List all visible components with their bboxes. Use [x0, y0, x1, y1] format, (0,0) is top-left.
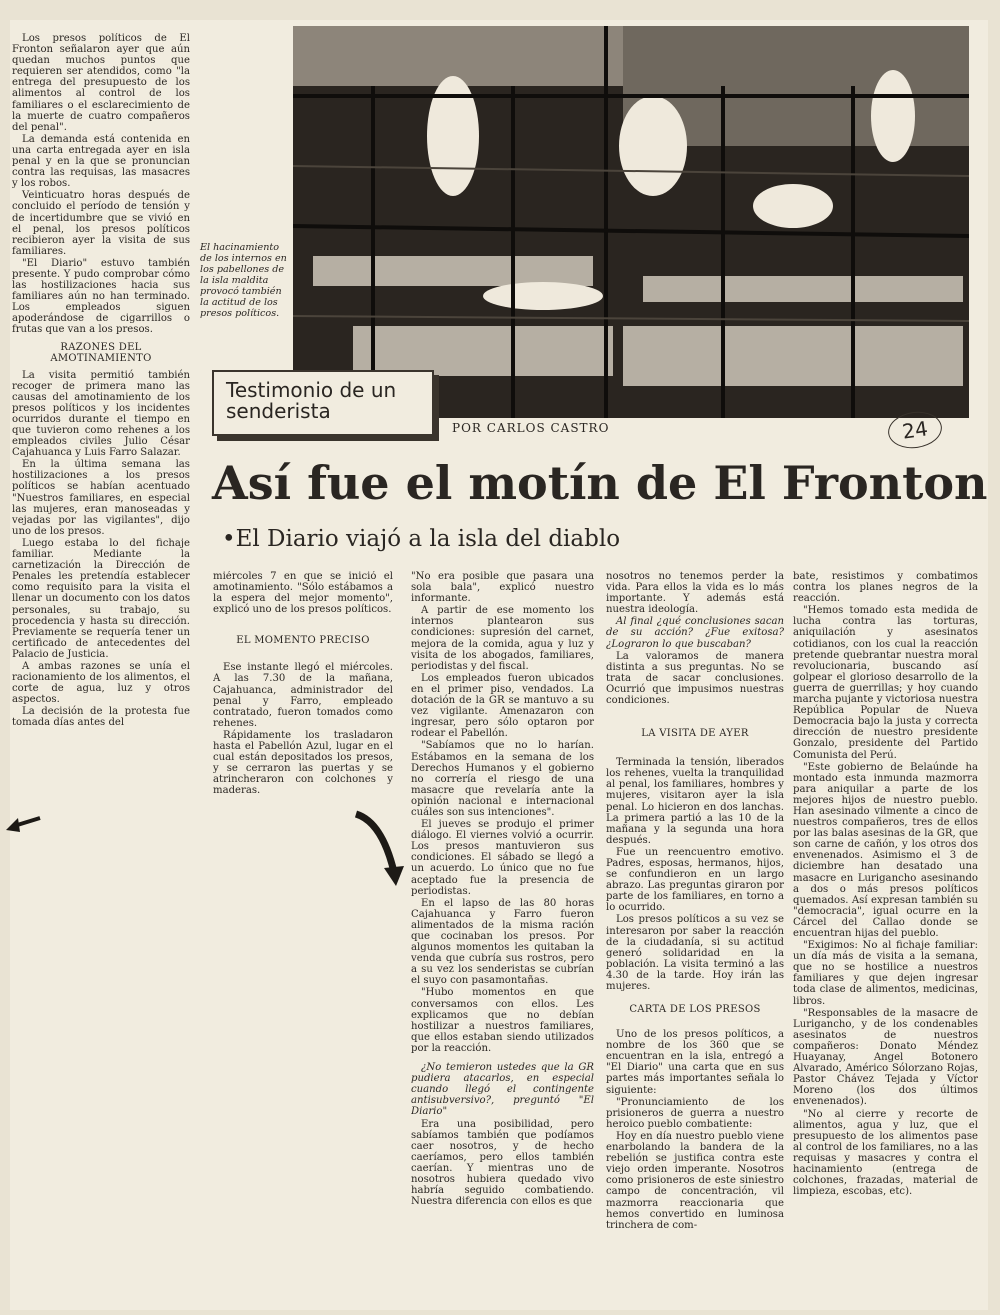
section-heading: CARTA DE LOS PRESOS: [629, 1004, 761, 1016]
section-heading: RAZONES DEL AMOTINAMIENTO: [50, 341, 152, 364]
paragraph: Los presos políticos a su vez se interesaron por saber la reacción de la ciudadanía, si su actitud generó solidaridad en la población. La visita terminó a las 4.30 de la tarde. Hoy irán las mujeres.: [606, 914, 784, 992]
subheadline: •El Diario viajó a la isla del diablo: [222, 526, 621, 552]
paragraph: "Hubo momentos en que conversamos con ellos. Les explicamos que no debían hostilizar a nuestros familiares, que ellos estaban siendo utilizados por la reacción.: [411, 987, 594, 1054]
paragraph: La visita permitió también recoger de primera mano las causas del amotinamiento de los presos políticos y los incidentes ocurridos durante el tiempo en que tuvieron como rehenes a los empleados civiles Julio César Cajahuanca y Luis Farro Salazar.: [12, 369, 190, 459]
paragraph: A partir de ese momento los internos plantearon sus condiciones: supresión del carnet, mejora de la comida, agua y luz y visita de los abogados, familiares, periodistas y del fiscal.: [411, 605, 594, 672]
interview-question: ¿No temieron ustedes que la GR pudiera atacarlos, en especial cuando llegó el contingente antisubversivo?, preguntó "El Diario": [411, 1062, 594, 1118]
paragraph: "Hemos tomado esta medida de lucha contra las torturas, aniquilación y asesinatos cotidianos, con los cual la reacción pretende quebrantar nuestra moral revolucionaria, buscando así golpear el glorioso desarrollo de la guerra de guerrillas; y hoy cuando marcha pujante y victoriosa nuestra República Popular de Nueva Democracia bajo la justa y correcta dirección de nuestro presidente Gonzalo, presidente del Partido Comunista del Perú.: [793, 605, 978, 761]
paragraph: miércoles 7 en que se inició el amotinamiento. "Sólo estábamos a la espera del mejor momento", explicó uno de los presos políticos.: [213, 571, 393, 616]
paragraph: Veinticuatro horas después de concluido el período de tensión y de incertidumbre que se vivió en el penal, los presos políticos recibieron ayer la visita de sus familiares.: [12, 190, 190, 257]
paragraph: La decisión de la protesta fue tomada días antes del: [12, 706, 190, 729]
paragraph: Los presos políticos de El Fronton señalaron ayer que aún quedan muchos puntos que requieren ser atendidos, como "la entrega del presupuesto de los alimentos al control de los familiares o el esclarecimiento de la muerte de cuatro compañeros del penal".: [12, 33, 190, 133]
article-column-3: [411, 571, 594, 1283]
paragraph: Hoy en día nuestro pueblo viene enarbolando la bandera de la rebelión se justifica contra este viejo orden imperante. Nosotros como prisioneros de este siniestro campo de concentración, vil mazmorra reaccionaria que hemos convertido en luminosa trinchera de com-: [606, 1130, 784, 1231]
byline: POR CARLOS CASTRO: [452, 421, 610, 435]
paragraph: Uno de los presos políticos, a nombre de los 360 que se encuentran en la isla, entregó a "El Diario" una carta que en sus partes más importantes señala lo siguiente:: [606, 1029, 784, 1096]
paragraph: "Pronunciamiento de los prisioneros de guerra a nuestro heroico pueblo combatiente:: [606, 1096, 784, 1130]
paragraph: Los empleados fueron ubicados en el primer piso, vendados. La dotación de la GR se mantuvo a su vez vigilante. Amenazaron con ingresar, pero sólo optaron por rodear el Pabellón.: [411, 672, 594, 740]
paragraph: nosotros no tenemos perder la vida. Para ellos la vida es lo más importante. Y además está nuestra ideología.: [606, 571, 784, 616]
handwritten-page-mark: 24: [886, 408, 944, 451]
photo-caption: El hacinamiento de los internos en los pabellones de la isla maldita provocó también la actitud de los presos políticos.: [200, 242, 287, 319]
article-column-2: [213, 571, 393, 831]
paragraph: "Exigimos: No al fichaje familiar: un día más de visita a la semana, que no se hostilice a nuestros familiares y que dejen ingresar toda clase de alimentos, medicinas, libros.: [793, 940, 978, 1007]
article-column-1: [12, 33, 190, 828]
paragraph: En el lapso de las 80 horas Cajahuanca y Farro fueron alimentados de la misma ración que cocinaban los presos. Por algunos momentos les quitaban la venda que cubría sus rostros, pero a su vez los senderistas se cubrían el suyo con pasamontañas.: [411, 897, 594, 987]
paragraph: Fue un reencuentro emotivo. Padres, esposas, hermanos, hijos, se confundieron en un largo abrazo. Las preguntas giraron por parte de los familiares, en torno a lo ocurrido.: [606, 846, 784, 914]
paragraph: A ambas razones se unía el racionamiento de los alimentos, el corte de agua, luz y otros aspectos.: [12, 660, 190, 706]
kicker-box: Testimonio de un senderista: [212, 370, 434, 436]
continuation-arrow-icon: [4, 806, 44, 836]
paragraph: "No al cierre y recorte de alimentos, agua y luz, que el presupuesto de los alimentos pase al control de los familiares, no a las requisas y masacres y contra el hacinamiento (entrega de colchones, frazadas, material de limpieza, escobas, etc).: [793, 1108, 978, 1198]
paragraph: En la última semana las hostilizaciones a los presos políticos se habían acentuado "Nuestros familiares, en especial las mujeres, eran manoseadas y vejadas por las vigilantes", dijo uno de los presos.: [12, 459, 190, 537]
paragraph: Ese instante llegó el miércoles. A las 7.30 de la mañana, Cajahuanca, administrador del penal y Farro, empleado contratado, fueron tomados como rehenes.: [213, 662, 393, 729]
paragraph: bate, resistimos y combatimos contra los planes negros de la reacción.: [793, 571, 978, 605]
paragraph: El jueves se produjo el primer diálogo. El viernes volvió a ocurrir. Los presos mantuvieron sus condiciones. El sábado se llegó a un acuerdo. Lo único que no fue aceptado fue la presencia de periodistas.: [411, 819, 594, 897]
paragraph: "El Diario" estuvo también presente. Y pudo comprobar cómo las hostilizaciones hacia sus familiares aún no han terminado. Los empleados siguen apoderándose de cigarrillos o frutas que van a los presos.: [12, 257, 190, 336]
article-column-5: [793, 571, 978, 1283]
continuation-arrow-icon: [352, 808, 412, 888]
headline: Así fue el motín de El Fronton: [212, 456, 988, 510]
paragraph: La demanda está contenida en una carta entregada ayer en isla penal y en la que se pronuncian contra las requisas, las masacres y los robos.: [12, 133, 190, 190]
paragraph: La valoramos de manera distinta a sus preguntas. No se trata de sacar conclusiones. Ocurrió que impusimos nuestras condiciones.: [606, 650, 784, 707]
paragraph: "No era posible que pasara una sola bala", explicó nuestro informante.: [411, 571, 594, 605]
paragraph: Era una posibilidad, pero sabíamos también que podíamos caer nosotros, y de hecho caeríamos, pero ellos también caerían. Y mientras uno de nosotros hubiera quedado vivo habría seguido combatiendo. Nuestra diferencia con ellos es que: [411, 1118, 594, 1208]
paragraph: "Sabíamos que no lo harían. Estábamos en la semana de los Derechos Humanos y el gobierno no correría el riesgo de una masacre que revelaría ante la opinión nacional e internacional cuáles son sus intenciones".: [411, 740, 594, 818]
paragraph: Luego estaba lo del fichaje familiar. Mediante la carnetización la Dirección de Penales les pretendía establecer como requisito para la visita el llenar un documento con los datos personales, su trabajo, su procedencia y hasta su dirección. Previamente se requería tener un certificado de antecedentes del Palacio de Justicia.: [12, 537, 190, 660]
article-column-4: [606, 571, 784, 1283]
paragraph: "Este gobierno de Belaúnde ha montado esta inmunda mazmorra para aniquilar a parte de los mejores hijos de nuestro pueblo. Han asesinado vilmente a cinco de nuestros compañeros, tres de ellos por las balas asesinas de la GR, que son carne de cañón, y los otros dos envenenados. Asimismo el 3 de diciembre han desatado una masacre en Lurigancho asesinando a dos o más presos políticos quemados. Así expresan también su "democracia", igual ocurre en la Cárcel del Callao donde se encuentran hijas del pueblo.: [793, 761, 978, 939]
paragraph: Terminada la tensión, liberados los rehenes, vuelta la tranquilidad al penal, los familiares, hombres y mujeres, visitaron ayer la isla penal. Lo hicieron en dos lanchas. La primera partió a las 10 de la mañana y la segunda una hora después.: [606, 757, 784, 846]
paragraph: Rápidamente los trasladaron hasta el Pabellón Azul, lugar en el cual están depositados los presos, y se cerraron las puertas y se atrincheraron con colchones y maderas.: [213, 729, 393, 797]
interview-question: Al final ¿qué conclusiones sacan de su acción? ¿Fue exitosa? ¿Lograron lo que buscaban?: [606, 616, 784, 650]
section-heading: EL MOMENTO PRECISO: [236, 635, 370, 647]
paragraph: "Responsables de la masacre de Lurigancho, y de los condenables asesinatos de nuestros compañeros: Donato Méndez Huayanay, Angel Botonero Alvarado, Américo Sólorzano Rojas, Pastor Chávez Tejada y Víctor Moreno (los dos últimos envenenados).: [793, 1007, 978, 1108]
prison-photo: [293, 26, 969, 418]
section-heading: LA VISITA DE AYER: [641, 728, 749, 740]
prison-interior-image: [293, 26, 969, 418]
